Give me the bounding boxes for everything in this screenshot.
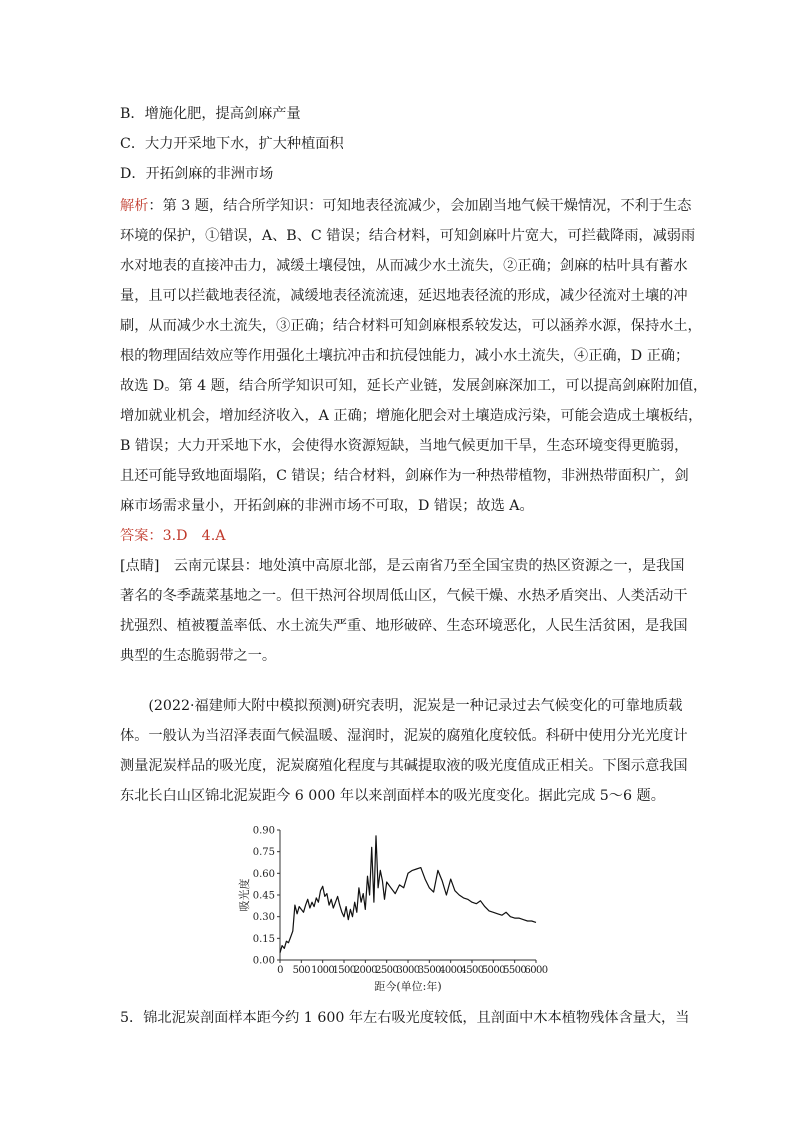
analysis-line: 麻市场需求量小，开拓剑麻的非洲市场不可取，D 错误；故选 A。 [120,498,534,514]
absorbance-chart [228,820,558,1000]
x-tick-label: 4000 [439,965,463,976]
comment-line: 扰强烈、植被覆盖率低、水土流失严重、地形破碎、生态环境恶化，人民生活贫困，是我国 [120,618,688,634]
analysis-line: 故选 D。第 4 题，结合所学知识可知，延长产业链，发展剑麻深加工，可以提高剑麻附加值， [120,378,708,394]
y-axis-label: 吸光度 [238,878,251,912]
x-tick-label: 2000 [353,965,377,976]
analysis-line: 水对地表的直接冲击力，减缓土壤侵蚀，从而减少水土流失，②正确；剑麻的枯叶具有蓄水 [120,258,688,274]
question-5: 5．锦北泥炭剖面样本距今约 1 600 年左右吸光度较低，且剖面中木本植物残体含量大，当 [120,1010,690,1026]
x-tick-label: 500 [292,965,310,976]
comment-line: 典型的生态脆弱带之一。 [120,648,277,664]
material-line: 体。一般认为当沼泽表面气候温暖、湿润时，泥炭的腐殖化度较低。科研中使用分光光度计 [120,728,688,744]
y-tick-label: 0.00 [252,955,275,967]
y-tick-label: 0.60 [252,868,275,880]
material-line: 测量泥炭样品的吸光度，泥炭腐殖化程度与其碱提取液的吸光度值成正相关。下图示意我国 [120,758,688,774]
comment-line: 著名的冬季蔬菜基地之一。但干热河谷坝周低山区，气候干燥、水热矛盾突出、人类活动干 [120,588,688,604]
x-tick-label: 3500 [417,965,441,976]
chart-axes [280,830,536,960]
analysis-line: 根的物理固结效应等作用强化土壤抗冲击和抗侵蚀能力，减小水土流失，④正确，D 正确； [120,348,690,364]
analysis-line: 且还可能导致地面塌陷，C 错误；结合材料，剑麻作为一种热带植物，非洲热带面积广，剑 [120,468,689,484]
x-tick-label: 5500 [503,965,527,976]
x-tick-label: 4500 [460,965,484,976]
option-c: C．大力开采地下水，扩大种植面积 [120,136,344,152]
absorbance-chart-svg [228,820,558,1000]
analysis-line: 环境的保护，①错误，A、B、C 错误；结合材料，可知剑麻叶片宽大，可拦截降雨，减弱雨 [120,228,696,244]
analysis-line: 量，且可以拦截地表径流，减缓地表径流流速，延迟地表径流的形成，减少径流对土壤的冲 [120,288,688,304]
x-tick-label: 5000 [481,965,505,976]
analysis-line: 增加就业机会，增加经济收入，A 正确；增施化肥会对土壤造成污染，可能会造成土壤板结， [120,408,703,424]
answer-text: ：3.D 4.A [148,528,226,544]
x-tick-label: 1000 [311,965,335,976]
y-tick-label: 0.15 [252,933,275,945]
comment-line: [点睛] 云南元谋县：地处滇中高原北部，是云南省乃至全国宝贵的热区资源之一，是我国 [120,558,685,574]
y-tick-label: 0.75 [252,847,275,859]
x-tick-label: 0 [277,965,283,976]
x-tick-label: 1500 [332,965,356,976]
chart-series [280,836,536,953]
y-tick-label: 0.45 [252,890,275,902]
analysis-line: B 错误；大力开采地下水，会使得水资源短缺，当地气候更加干旱，生态环境变得更脆弱， [120,438,689,454]
analysis-line: 刷，从而减少水土流失，③正确；结合材料可知剑麻根系较发达，可以涵养水源，保持水土， [120,318,702,334]
absorbance-series-line [280,836,536,953]
y-tick-label: 0.90 [252,825,275,837]
x-tick-label: 3000 [396,965,420,976]
x-tick-label: 2500 [375,965,399,976]
option-d: D．开拓剑麻的非洲市场 [120,166,274,182]
chart-ticks [253,826,548,977]
answer-label: 答案 [120,528,149,544]
option-b: B．增施化肥，提高剑麻产量 [120,106,301,122]
x-tick-label: 6000 [524,965,548,976]
material-line: (2022·福建师大附中模拟预测)研究表明，泥炭是一种记录过去气候变化的可靠地质载 [120,698,683,714]
analysis-line: 解析：第 3 题，结合所学知识：可知地表径流减少，会加剧当地气候干燥情况，不利于生态 [120,198,692,214]
answer-line [120,526,225,546]
y-tick-label: 0.30 [252,912,275,924]
analysis-label: 解析 [120,198,149,214]
material-line: 东北长白山区锦北泥炭距今 6 000 年以来剖面样本的吸光度变化。据此完成 5～6 题。 [120,788,665,804]
x-axis-label: 距今(单位:年) [374,980,442,993]
